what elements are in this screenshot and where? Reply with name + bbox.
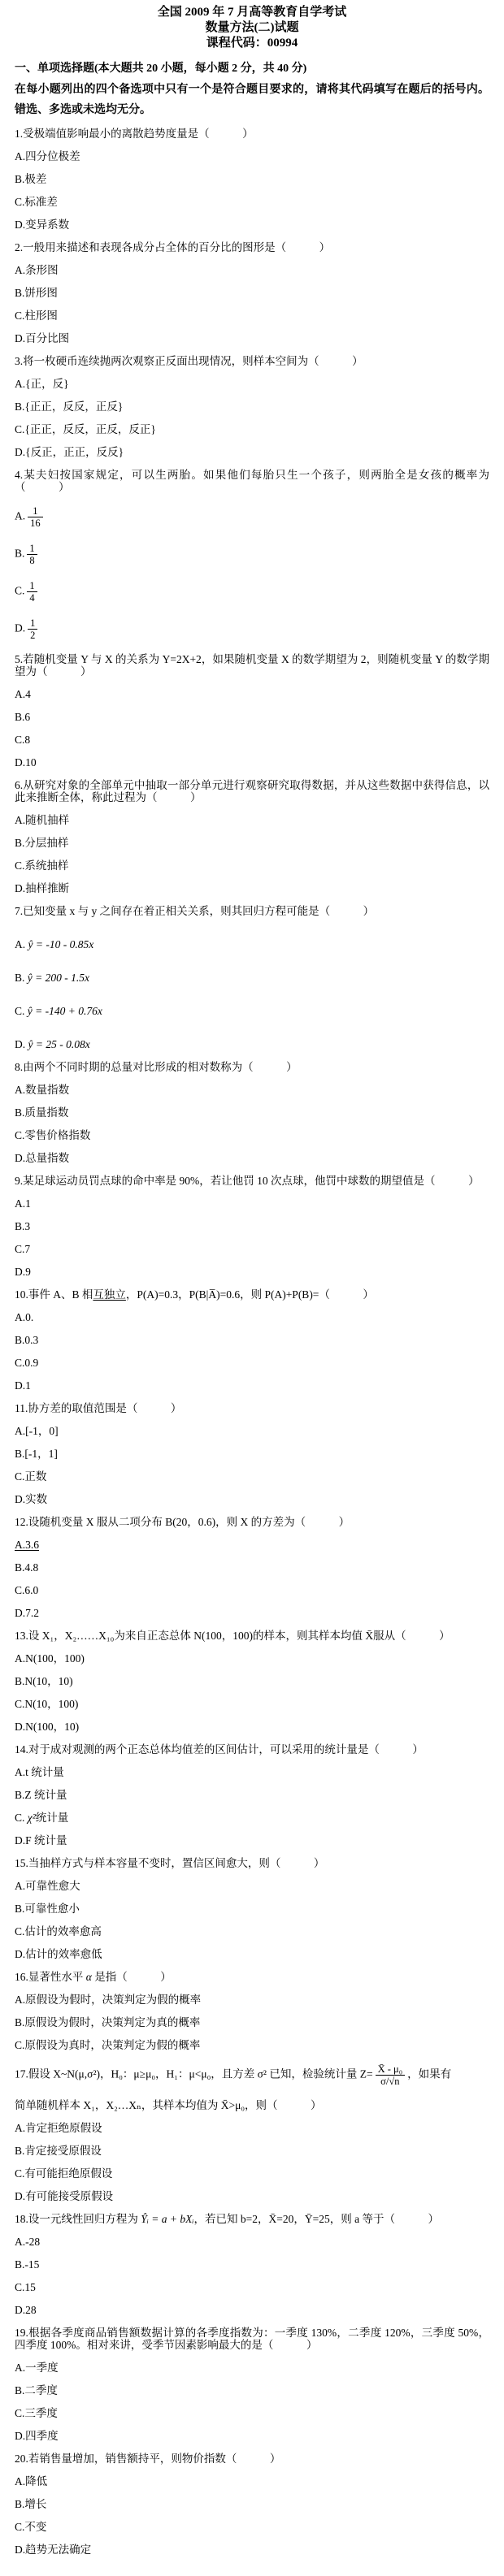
text-run: A.肯定拒绝原假设: [15, 2122, 102, 2134]
text-run: C.标准差: [15, 196, 58, 208]
text-run: D.变异系数: [15, 219, 70, 231]
text-run: B.可靠性愈小: [15, 1903, 80, 1915]
text-run: 2.一般用来描述和表现各成分占全体的百分比的图形是（ ）: [15, 241, 331, 253]
question-16-stem: [15, 1971, 489, 1983]
text-run: A.原假设为假时，决策判定为假的概率: [15, 1994, 202, 2006]
text-run: 7.已知变量 x 与 y 之间存在着正相关关系，则其回归方程可能是（ ）: [15, 905, 375, 917]
text-run: B.4.8: [15, 1561, 39, 1574]
text-run: 18.设一元线性回归方程为: [15, 2213, 141, 2225]
question-10-option-c: [15, 1357, 489, 1369]
text-run: B.N(10，10): [15, 1675, 73, 1687]
text-run: C.有可能拒绝原假设: [15, 2167, 113, 2180]
question-9-stem: [15, 1175, 489, 1187]
question-12-option-b: [15, 1561, 489, 1574]
question-15-stem: [15, 1857, 489, 1869]
section-title: 一、单项选择题(本大题共 20 小题，每小题 2 分，共 40 分): [15, 63, 307, 75]
question-11-option-d: [15, 1493, 489, 1505]
question-14-stem: [15, 1743, 489, 1756]
text-run: B.饼形图: [15, 287, 58, 299]
text-run: 5.若随机变量 Y 与 X 的关系为 Y=2X+2，如果随机变量 X 的数学期望为 2，则随机变量 Y 的数学期望为（ ）: [15, 653, 489, 678]
text-run: D.有可能接受原假设: [15, 2190, 114, 2202]
question-15-option-d: [15, 1948, 489, 1960]
question-17-option-c: [15, 2167, 489, 2180]
text-run: D.总量指数: [15, 1152, 70, 1164]
text-run: D.28: [15, 2304, 37, 2316]
text-run: B.极差: [15, 173, 47, 185]
question-7-option-a: [15, 938, 489, 950]
text-run: B.[-1，1]: [15, 1448, 58, 1460]
text-run: 15.当抽样方式与样本容量不变时，置信区间愈大，则（ ）: [15, 1857, 325, 1869]
text-run: Ŷᵢ = a + bXᵢ: [141, 2213, 194, 2225]
question-2-option-d: [15, 332, 489, 344]
question-19-option-c: [15, 2407, 489, 2419]
text-run: 10.事件 A、B 相: [15, 1288, 93, 1301]
text-run: ŷ = 200 - 1.5x: [24, 972, 89, 984]
question-7-option-b: [15, 972, 489, 984]
text-run: D.百分比图: [15, 332, 70, 344]
text-run: A.可靠性愈大: [15, 1880, 80, 1892]
text-run: 9.某足球运动员罚点球的命中率是 90%，若让他罚 10 次点球，他罚中球数的期望值是（ ）: [15, 1175, 480, 1187]
question-6-option-a: [15, 814, 489, 826]
question-20-stem: [15, 2453, 489, 2465]
text-run: A.3.6: [15, 1539, 39, 1551]
text-run: A.数量指数: [15, 1084, 70, 1096]
text-run: C.: [15, 1812, 28, 1824]
fraction: [376, 2063, 406, 2087]
question-15-option-c: [15, 1925, 489, 1937]
question-5-option-c: [15, 734, 489, 746]
text-run: A.: [15, 938, 26, 950]
text-run: C.6.0: [15, 1584, 39, 1596]
text-run: χ²: [27, 1812, 36, 1824]
question-17-option-a: [15, 2122, 489, 2134]
text-run: D.: [15, 621, 26, 634]
text-run: 11.协方差的取值范围是（ ）: [15, 1402, 182, 1414]
text-run: ŷ = -140 + 0.76x: [24, 1005, 102, 1017]
question-10-stem: [15, 1288, 489, 1301]
question-18-stem: [15, 2213, 489, 2225]
text-run: A.: [15, 509, 26, 522]
text-run: 8.由两个不同时期的总量对比形成的相对数称为（ ）: [15, 1061, 298, 1073]
question-10-option-d: [15, 1379, 489, 1392]
question-5-stem: [15, 653, 489, 678]
text-run: D.F 统计量: [15, 1834, 67, 1846]
text-run: C.三季度: [15, 2407, 58, 2419]
text-run: B.质量指数: [15, 1106, 69, 1119]
text-run: 17.假设 X~N(μ,σ²)，H₀：μ≥μ₀，H₁：μ<μ₀，且方差 σ² 已知，检验统计量 Z=: [15, 2067, 373, 2080]
exam-header: [15, 5, 489, 51]
fraction-num: 1: [28, 617, 37, 630]
question-18-option-a: [15, 2236, 489, 2248]
text-run: B.6: [15, 711, 31, 723]
question-7-option-d: [15, 1038, 489, 1050]
text-run: D.9: [15, 1266, 31, 1278]
question-14-option-b: [15, 1789, 489, 1801]
text-run: C.柱形图: [15, 310, 58, 322]
text-run: D.N(100，10): [15, 1721, 80, 1733]
question-6: [15, 779, 489, 894]
question-9-option-c: [15, 1243, 489, 1255]
text-run: A.随机抽样: [15, 814, 70, 826]
fraction-den: 4: [29, 592, 35, 604]
question-11-stem: [15, 1402, 489, 1414]
question-9: [15, 1175, 489, 1278]
text-run: 1.受极端值影响最小的离散趋势度量是（ ）: [15, 128, 254, 140]
question-13-option-d: [15, 1721, 489, 1733]
text-run: D.: [15, 1038, 26, 1050]
question-18-option-b: [15, 2258, 489, 2271]
question-14: [15, 1743, 489, 1846]
text-run: ŷ = 25 - 0.08x: [25, 1038, 90, 1050]
text-run: 12.设随机变量 X 服从二项分布 B(20，0.6)，则 X 的方差为（ ）: [15, 1516, 350, 1528]
question-7-stem: [15, 905, 489, 917]
question-3-stem: [15, 355, 489, 367]
question-1-stem: [15, 128, 489, 140]
question-17: [15, 2062, 489, 2202]
text-run: C.7: [15, 1243, 31, 1255]
question-1-option-b: [15, 173, 489, 185]
question-3: [15, 355, 489, 458]
question-11-option-a: [15, 1425, 489, 1437]
question-12-option-d: [15, 1607, 489, 1619]
text-run: 是指（ ）: [91, 1971, 172, 1983]
fraction-den: σ/√n: [380, 2076, 400, 2087]
question-3-option-c: [15, 423, 489, 435]
fraction-num: X̄ - μ₀: [376, 2063, 406, 2076]
question-10: [15, 1288, 489, 1392]
question-6-option-d: [15, 882, 489, 894]
question-2-option-b: [15, 287, 489, 299]
text-run: B.分层抽样: [15, 837, 69, 849]
fraction: [27, 543, 37, 566]
text-run: C.系统抽样: [15, 859, 69, 872]
question-15: [15, 1857, 489, 1960]
question-8-stem: [15, 1061, 489, 1073]
text-run: ，如果有: [407, 2067, 452, 2080]
question-11-option-c: [15, 1470, 489, 1483]
text-run: C.8: [15, 734, 31, 746]
question-20: [15, 2453, 489, 2556]
question-16-option-c: [15, 2039, 489, 2051]
text-run: C.估计的效率愈高: [15, 1925, 102, 1937]
text-run: C.: [15, 1005, 25, 1017]
text-run: 14.对于成对观测的两个正态总体均值差的区间估计，可以采用的统计量是（ ）: [15, 1743, 424, 1756]
question-3-option-b: [15, 400, 489, 413]
text-run: B.-15: [15, 2258, 40, 2271]
question-13-option-b: [15, 1675, 489, 1687]
text-run: A.t 统计量: [15, 1766, 64, 1778]
text-run: 19.根据各季度商品销售额数据计算的各季度指数为：一季度 130%，二季度 120%，三季度 50%，四季度 100%。相对来讲，受季节因素影响最大的是（ ）: [15, 2327, 489, 2351]
question-11-option-b: [15, 1448, 489, 1460]
question-12-option-c: [15, 1584, 489, 1596]
question-20-option-a: [15, 2475, 489, 2487]
text-run: A.4: [15, 688, 31, 700]
question-16-option-a: [15, 1994, 489, 2006]
question-9-option-a: [15, 1197, 489, 1210]
question-19-stem: [15, 2327, 489, 2351]
question-13: [15, 1630, 489, 1733]
text-run: A.1: [15, 1197, 31, 1210]
question-4-option-c: [15, 578, 489, 605]
question-17-option-b: [15, 2145, 489, 2157]
text-run: A.四分位极差: [15, 150, 80, 162]
question-14-option-a: [15, 1766, 489, 1778]
question-18-option-d: [15, 2304, 489, 2316]
text-run: ，若已知 b=2，X̄=20，Ȳ=25，则 a 等于（ ）: [193, 2213, 439, 2225]
question-12-stem: [15, 1516, 489, 1528]
question-19-option-d: [15, 2430, 489, 2442]
question-5-option-a: [15, 688, 489, 700]
text-run: 4.某夫妇按国家规定，可以生两胎。如果他们每胎只生一个孩子，则两胎全是女孩的概率为（ ）: [15, 469, 489, 493]
fraction-den: 2: [30, 630, 36, 641]
question-7-option-c: [15, 1005, 489, 1017]
text-run: D.1: [15, 1379, 31, 1392]
question-16-option-b: [15, 2016, 489, 2028]
fraction-num: 1: [27, 580, 37, 592]
question-2: [15, 241, 489, 344]
question-17-stem: [15, 2099, 489, 2111]
question-4-option-b: [15, 541, 489, 568]
question-1-option-c: [15, 196, 489, 208]
fraction-den: 16: [30, 517, 41, 529]
question-4-option-d: [15, 616, 489, 643]
question-13-option-c: [15, 1698, 489, 1710]
exam-title: 全国 2009 年 7 月高等教育自学考试: [157, 6, 347, 19]
question-4-stem: [15, 469, 489, 493]
text-run: 13.设 X₁，X₂……X₁₀为来自正态总体 N(100，100)的样本，则其样本均值 X̄服从（ ）: [15, 1630, 450, 1642]
question-9-option-d: [15, 1266, 489, 1278]
text-run: D.实数: [15, 1493, 48, 1505]
exam-subtitle: 数量方法(二)试题: [205, 21, 299, 34]
question-list: [15, 128, 489, 2556]
question-10-option-b: [15, 1334, 489, 1346]
fraction: [27, 580, 37, 604]
question-9-option-b: [15, 1220, 489, 1232]
fraction: [28, 617, 37, 641]
question-1-option-d: [15, 219, 489, 231]
text-run: 20.若销售量增加，销售额持平，则物价指数（ ）: [15, 2453, 281, 2465]
text-run: B.{正正，反反，正反}: [15, 400, 124, 413]
text-run: B.肯定接受原假设: [15, 2145, 102, 2157]
text-run: ，P(A)=0.3，P(B|A̅)=0.6，则 P(A)+P(B)=（ ）: [125, 1288, 374, 1301]
question-2-option-c: [15, 310, 489, 322]
section-instructions: 在每小题列出的四个备选项中只有一个是符合题目要求的，请将其代码填写在题后的括号内。错选、多选或未选均无分。: [15, 84, 489, 116]
question-19-option-a: [15, 2362, 489, 2374]
text-run: B.0.3: [15, 1334, 39, 1346]
question-5-option-d: [15, 756, 489, 768]
question-1-option-a: [15, 150, 489, 162]
question-5: [15, 653, 489, 768]
question-8-option-b: [15, 1106, 489, 1119]
text-run: B.二季度: [15, 2384, 58, 2396]
question-18: [15, 2213, 489, 2316]
text-run: B.原假设为假时，决策判定为真的概率: [15, 2016, 201, 2028]
text-run: α: [85, 1971, 92, 1983]
text-run: D.趋势无法确定: [15, 2544, 92, 2556]
text-run: A.-28: [15, 2236, 41, 2248]
question-20-option-b: [15, 2498, 489, 2510]
text-run: 6.从研究对象的全部单元中抽取一部分单元进行观察研究取得数据，并从这些数据中获得信息，以此来推断全体，称此过程为（ ）: [15, 779, 489, 803]
text-run: C.0.9: [15, 1357, 39, 1369]
text-run: 3.将一枚硬币连续抛两次观察正反面出现情况，则样本空间为（ ）: [15, 355, 363, 367]
fraction: [28, 505, 43, 529]
question-4: [15, 469, 489, 643]
text-run: C.{正正，反反，正反，反正}: [15, 423, 156, 435]
question-2-option-a: [15, 264, 489, 276]
text-run: D.四季度: [15, 2430, 59, 2442]
question-6-stem: [15, 779, 489, 803]
question-14-option-d: [15, 1834, 489, 1846]
text-run: A.降低: [15, 2475, 48, 2487]
text-run: A.N(100，100): [15, 1652, 85, 1665]
question-16: [15, 1971, 489, 2051]
question-1: [15, 128, 489, 231]
question-7: [15, 905, 489, 1050]
text-run: A.{正，反}: [15, 378, 69, 390]
text-run: A.一季度: [15, 2362, 59, 2374]
question-2-stem: [15, 241, 489, 253]
text-run: C.正数: [15, 1470, 47, 1483]
question-17-stem: [15, 2062, 489, 2089]
question-20-option-c: [15, 2521, 489, 2533]
question-17-option-d: [15, 2190, 489, 2202]
text-run: C.N(10，100): [15, 1698, 79, 1710]
text-run: ŷ = -10 - 0.85x: [25, 938, 94, 950]
question-11: [15, 1402, 489, 1505]
question-3-option-d: [15, 446, 489, 458]
text-run: D.7.2: [15, 1607, 39, 1619]
text-run: D.估计的效率愈低: [15, 1948, 102, 1960]
question-4-option-a: [15, 504, 489, 530]
question-19-option-b: [15, 2384, 489, 2396]
text-run: C.零售价格指数: [15, 1129, 91, 1141]
text-run: B.: [15, 972, 25, 984]
question-13-option-a: [15, 1652, 489, 1665]
text-run: A.0.: [15, 1311, 34, 1323]
question-12: [15, 1516, 489, 1619]
text-run: 简单随机样本 X₁，X₂…Xₙ，其样本均值为 X̄>μ₀，则（ ）: [15, 2099, 322, 2111]
text-run: D.10: [15, 756, 37, 768]
course-code: 课程代码：00994: [206, 37, 298, 50]
question-6-option-b: [15, 837, 489, 849]
question-15-option-a: [15, 1880, 489, 1892]
question-14-option-c: [15, 1812, 489, 1824]
question-18-option-c: [15, 2281, 489, 2293]
text-run: B.增长: [15, 2498, 47, 2510]
question-12-option-a: [15, 1539, 489, 1551]
text-run: A.[-1，0]: [15, 1425, 59, 1437]
question-8: [15, 1061, 489, 1164]
question-20-option-d: [15, 2544, 489, 2556]
text-run: D.{反正，正正，反反}: [15, 446, 124, 458]
question-10-option-a: [15, 1311, 489, 1323]
question-15-option-b: [15, 1903, 489, 1915]
question-8-option-a: [15, 1084, 489, 1096]
text-run: C.: [15, 584, 25, 597]
fraction-den: 8: [29, 555, 35, 566]
text-run: B.: [15, 547, 25, 560]
question-13-stem: [15, 1630, 489, 1642]
question-5-option-b: [15, 711, 489, 723]
text-run: 16.显著性水平: [15, 1971, 86, 1983]
question-6-option-c: [15, 859, 489, 872]
text-run: 统计量: [35, 1812, 69, 1824]
text-run: C.不变: [15, 2521, 47, 2533]
text-run: B.Z 统计量: [15, 1789, 67, 1801]
text-run: 互独立: [93, 1288, 126, 1301]
question-8-option-c: [15, 1129, 489, 1141]
text-run: B.3: [15, 1220, 31, 1232]
text-run: C.原假设为真时，决策判定为假的概率: [15, 2039, 201, 2051]
text-run: A.条形图: [15, 264, 59, 276]
text-run: C.15: [15, 2281, 36, 2293]
text-run: D.抽样推断: [15, 882, 70, 894]
question-8-option-d: [15, 1152, 489, 1164]
question-3-option-a: [15, 378, 489, 390]
fraction-num: 1: [27, 543, 37, 555]
question-19: [15, 2327, 489, 2442]
fraction-num: 1: [28, 505, 43, 517]
